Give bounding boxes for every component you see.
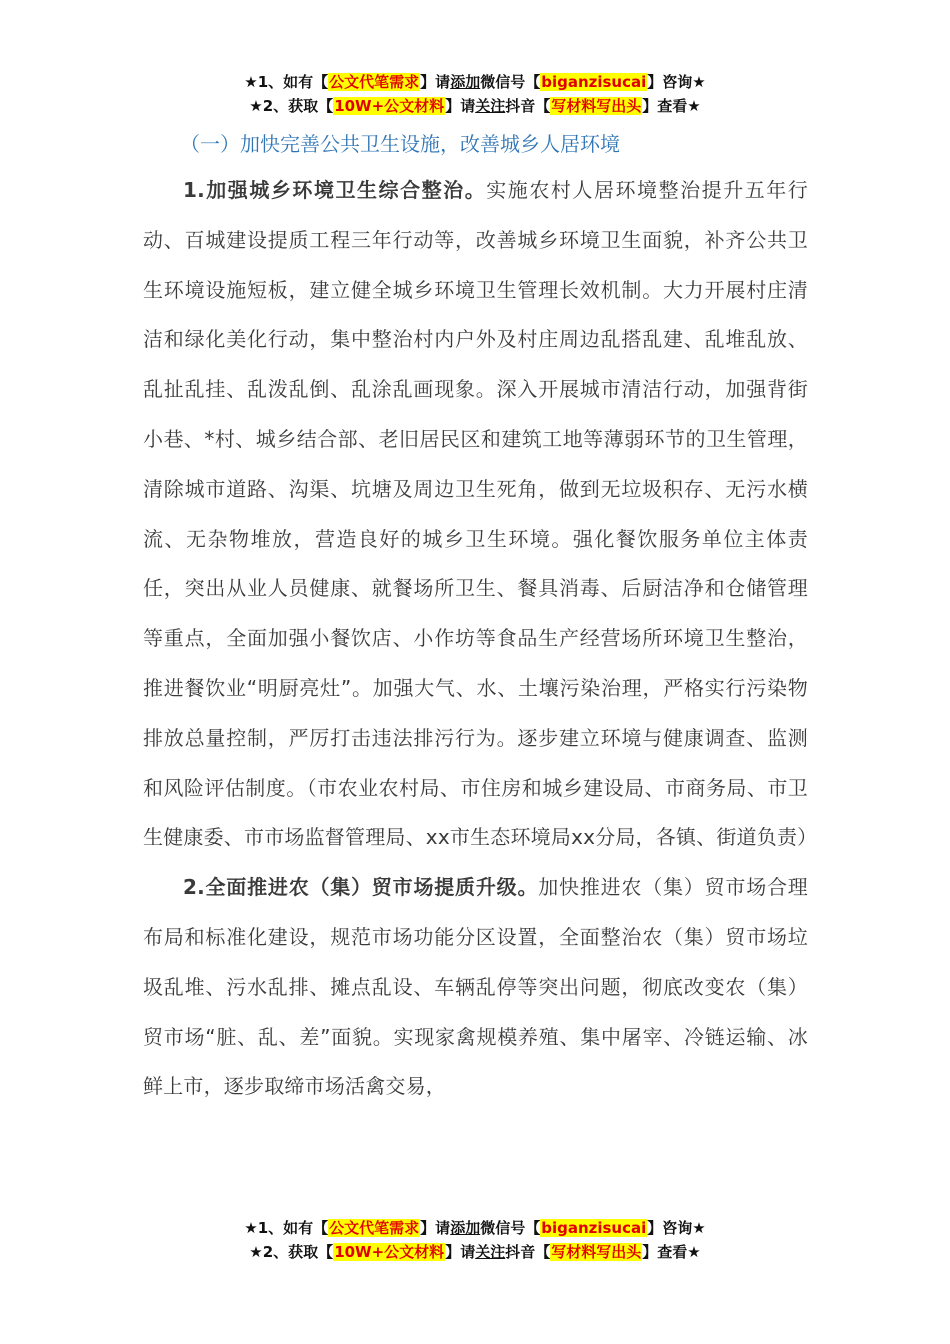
- banner-text: 抖音【: [505, 97, 551, 115]
- banner-highlight: 公文代笔需求: [329, 1219, 420, 1237]
- banner-highlight: 写材料写出头: [551, 1243, 642, 1261]
- footer-banner: [0, 1216, 950, 1264]
- banner-line-2: [0, 94, 950, 118]
- banner-text: 抖音【: [505, 1243, 551, 1261]
- paragraph-title: 1.加强城乡环境卫生综合整治。: [183, 178, 487, 202]
- banner-highlight: 10W+公文材料: [334, 1243, 445, 1261]
- banner-text: ★2、获取【: [249, 97, 334, 115]
- section-heading: （一）加快完善公共卫生设施，改善城乡人居环境: [180, 132, 620, 156]
- banner-highlight: 公文代笔需求: [329, 73, 420, 91]
- banner-text: 】查看★: [642, 1243, 701, 1261]
- banner-text: 】咨询★: [647, 1219, 706, 1237]
- banner-text: 】咨询★: [647, 73, 706, 91]
- banner-text: 】请: [445, 1243, 476, 1261]
- banner-text: ★1、如有【: [244, 1219, 329, 1237]
- paragraph-text: 加快推进农（集）贸市场合理布局和标准化建设，规范市场功能分区设置，全面整治农（集）贸市场垃圾乱堆、污水乱排、摊点乱设、车辆乱停等突出问题，彻底改变农（集）贸市场“脏、乱、差”面貌。实现家禽规模养殖、集中屠宰、冷链运输、冰鲜上市，逐步取缔市场活禽交易，: [143, 875, 808, 1099]
- banner-line-1: [0, 1216, 950, 1240]
- banner-underlined: 关注: [475, 1243, 506, 1261]
- banner-underlined: 关注: [475, 97, 506, 115]
- document-body: [143, 124, 818, 1112]
- paragraph-text: 实施农村人居环境整治提升五年行动、百城建设提质工程三年行动等，改善城乡环境卫生面貌，补齐公共卫生环境设施短板，建立健全城乡环境卫生管理长效机制。大力开展村庄清洁和绿化美化行动，集中整治村内户外及村庄周边乱搭乱建、乱堆乱放、乱扯乱挂、乱泼乱倒、乱涂乱画现象。深入开展城市清洁行动，加强背街小巷、*村、城乡结合部、老旧居民区和建筑工地等薄弱环节的卫生管理，清除城市道路、沟渠、坑塘及周边卫生死角，做到无垃圾积存、无污水横流、无杂物堆放，营造良好的城乡卫生环境。强化餐饮服务单位主体责任，突出从业人员健康、就餐场所卫生、餐具消毒、后厨洁净和仓储管理等重点，全面加强小餐饮店、小作坊等食品生产经营场所环境卫生整治，推进餐饮业“明厨亮灶”。加强大气、水、土壤污染治理，严格实行污染物排放总量控制，严厉打击违法排污行为。逐步建立环境与健康调查、监测和风险评估制度。（市农业农村局、市住房和城乡建设局、市商务局、市卫生健康委、市市场监督管理局、xx市生态环境局xx分局，各镇、街道负责）: [143, 178, 818, 850]
- banner-text: ★2、获取【: [249, 1243, 334, 1261]
- banner-text: 】查看★: [642, 97, 701, 115]
- paragraph-2: [143, 863, 808, 1112]
- banner-highlight: 10W+公文材料: [334, 97, 445, 115]
- paragraph-1: [143, 166, 818, 863]
- header-banner: [0, 70, 950, 118]
- banner-underlined: 添加: [450, 1219, 481, 1237]
- banner-text: 】请: [420, 1219, 451, 1237]
- banner-highlight: biganzisucai: [541, 73, 647, 91]
- banner-text: 微信号【: [480, 73, 541, 91]
- banner-text: 】请: [445, 97, 476, 115]
- banner-text: 】请: [420, 73, 451, 91]
- banner-underlined: 添加: [450, 73, 481, 91]
- banner-text: ★1、如有【: [244, 73, 329, 91]
- banner-line-1: [0, 70, 950, 94]
- banner-text: 微信号【: [480, 1219, 541, 1237]
- banner-highlight: 写材料写出头: [551, 97, 642, 115]
- banner-line-2: [0, 1240, 950, 1264]
- banner-highlight: biganzisucai: [541, 1219, 647, 1237]
- paragraph-title: 2.全面推进农（集）贸市场提质升级。: [183, 875, 539, 900]
